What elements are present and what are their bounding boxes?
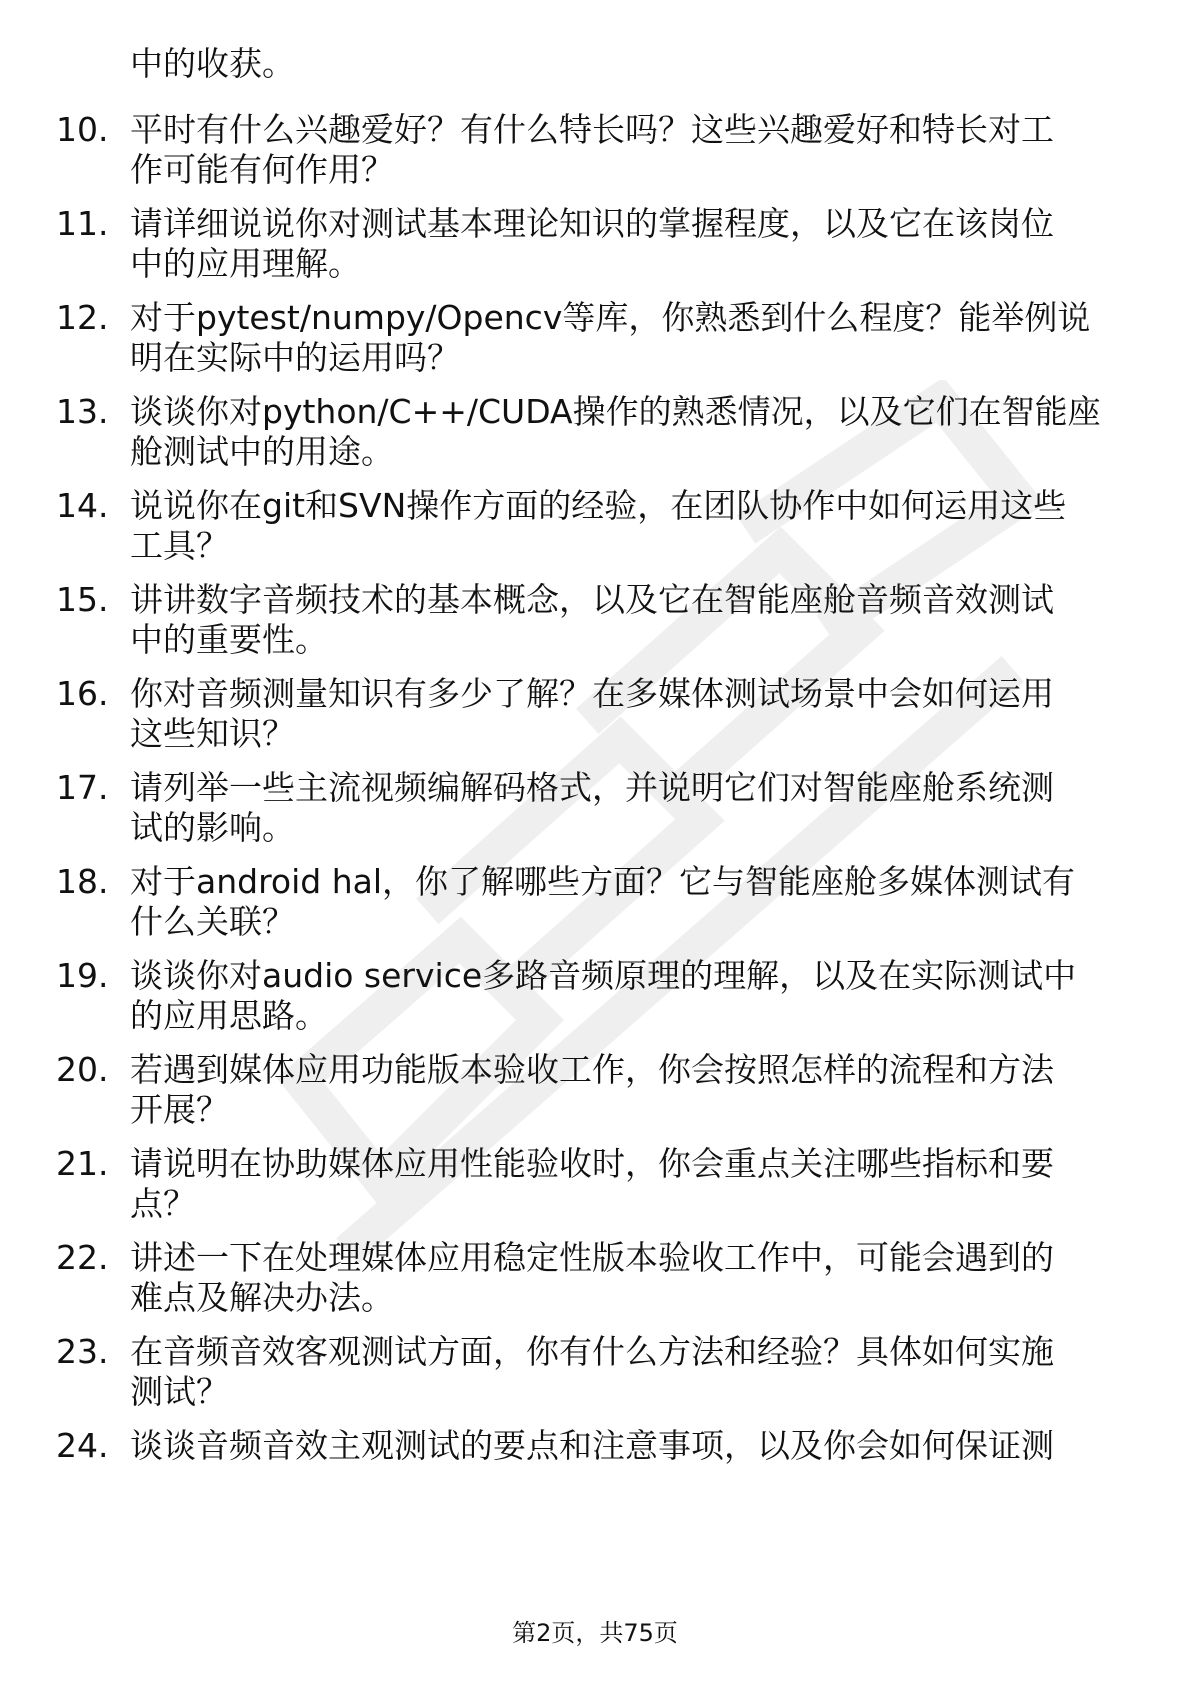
question-item — [0, 768, 1190, 868]
question-number: 22. — [56, 1238, 109, 1277]
question-number: 23. — [56, 1332, 109, 1371]
question-number: 20. — [56, 1050, 109, 1089]
question-text-line1: 对于pytest/numpy/Opencv等库，你熟悉到什么程度？能举例说 — [130, 298, 1091, 337]
question-text-line2: 中的重要性。 — [130, 620, 328, 659]
question-item — [0, 1144, 1190, 1244]
question-text-line1: 请列举一些主流视频编解码格式，并说明它们对智能座舱系统测 — [130, 768, 1054, 807]
question-item — [0, 1050, 1190, 1150]
question-number: 21. — [56, 1144, 109, 1183]
question-item — [0, 956, 1190, 1056]
question-number: 14. — [56, 486, 109, 525]
question-number: 15. — [56, 580, 109, 619]
question-number: 16. — [56, 674, 109, 713]
question-number: 12. — [56, 298, 109, 337]
continuation-text: 中的收获。 — [130, 44, 295, 83]
question-number: 13. — [56, 392, 109, 431]
question-text-line1: 谈谈你对python/C++/CUDA操作的熟悉情况，以及它们在智能座 — [130, 392, 1101, 431]
question-text-line1: 请详细说说你对测试基本理论知识的掌握程度，以及它在该岗位 — [130, 204, 1054, 243]
question-text-line2: 什么关联？ — [130, 902, 295, 941]
question-text-line1: 对于android hal，你了解哪些方面？它与智能座舱多媒体测试有 — [130, 862, 1076, 901]
question-text-line2: 难点及解决办法。 — [130, 1278, 394, 1317]
question-number: 19. — [56, 956, 109, 995]
question-item — [0, 1332, 1190, 1432]
page-footer: 第2页，共75页 — [512, 1619, 678, 1647]
question-text-line2: 作可能有何作用？ — [130, 150, 394, 189]
question-text-line1: 讲讲数字音频技术的基本概念，以及它在智能座舱音频音效测试 — [130, 580, 1054, 619]
question-number: 24. — [56, 1426, 109, 1465]
question-text-line2: 点？ — [130, 1184, 196, 1223]
question-number: 18. — [56, 862, 109, 901]
question-text-line1: 请说明在协助媒体应用性能验收时，你会重点关注哪些指标和要 — [130, 1144, 1054, 1183]
question-text-line2: 中的应用理解。 — [130, 244, 361, 283]
question-text-line2: 明在实际中的运用吗？ — [130, 338, 460, 377]
question-text-line2: 测试？ — [130, 1372, 229, 1411]
question-text-line2: 开展？ — [130, 1090, 229, 1129]
question-text-line1: 谈谈音频音效主观测试的要点和注意事项，以及你会如何保证测 — [130, 1426, 1054, 1465]
question-text-line1: 在音频音效客观测试方面，你有什么方法和经验？具体如何实施 — [130, 1332, 1054, 1371]
question-item — [0, 298, 1190, 398]
question-text-line1: 平时有什么兴趣爱好？有什么特长吗？这些兴趣爱好和特长对工 — [130, 110, 1054, 149]
question-text-line1: 谈谈你对audio service多路音频原理的理解，以及在实际测试中 — [130, 956, 1077, 995]
question-item — [0, 392, 1190, 492]
question-text-line2: 工具？ — [130, 526, 229, 565]
question-item — [0, 486, 1190, 586]
question-number: 10. — [56, 110, 109, 149]
question-number: 17. — [56, 768, 109, 807]
question-text-line1: 你对音频测量知识有多少了解？在多媒体测试场景中会如何运用 — [130, 674, 1054, 713]
question-text-line2: 试的影响。 — [130, 808, 295, 847]
question-text-line1: 讲述一下在处理媒体应用稳定性版本验收工作中，可能会遇到的 — [130, 1238, 1054, 1277]
question-text-line2: 这些知识？ — [130, 714, 295, 753]
question-text-line2: 舱测试中的用途。 — [130, 432, 394, 471]
question-item — [0, 110, 1190, 210]
question-item — [0, 1238, 1190, 1338]
question-text-line2: 的应用思路。 — [130, 996, 328, 1035]
question-item — [0, 862, 1190, 962]
question-item — [0, 674, 1190, 774]
question-item — [0, 204, 1190, 304]
question-number: 11. — [56, 204, 109, 243]
question-item — [0, 1426, 1190, 1526]
question-text-line1: 说说你在git和SVN操作方面的经验，在团队协作中如何运用这些 — [130, 486, 1067, 525]
question-item — [0, 580, 1190, 680]
question-text-line1: 若遇到媒体应用功能版本验收工作，你会按照怎样的流程和方法 — [130, 1050, 1054, 1089]
